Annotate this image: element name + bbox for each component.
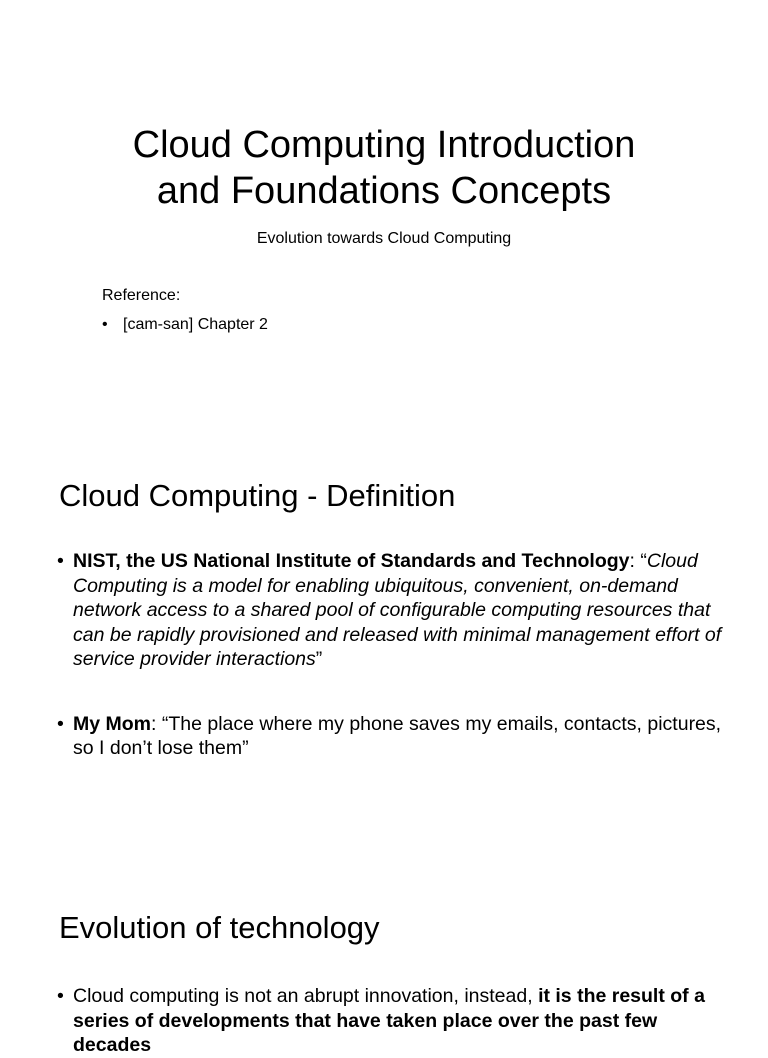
presentation-title [0,122,768,214]
slide-definition [0,432,768,864]
nist-quote-close: ” [315,648,323,670]
nist-label: NIST, the US National Institute of Standards and Technology [73,550,630,572]
reference-list [102,316,268,334]
title-line-2: and Foundations Concepts [156,170,612,212]
bullet-mom [57,712,737,761]
slide-heading: Cloud Computing - Definition [59,478,456,513]
presentation-subtitle: Evolution towards Cloud Computing [256,230,512,247]
mom-quote: : “The place where my phone saves my emails, contacts, pictures, so I don’t lose them” [73,712,722,759]
slide-heading: Evolution of technology [59,910,380,945]
reference-item: • [cam-san] Chapter 2 [102,316,268,334]
bullet-evolution [57,984,737,1058]
slide-title [0,0,768,432]
evolution-bold: it is the result of a series of developments that have taken place over the past few decades [73,985,705,1056]
mom-label: My Mom [73,712,151,735]
slide-evolution [0,864,768,1056]
definition-list [57,549,737,761]
title-line-1: Cloud Computing Introduction [132,124,636,166]
bullet-nist [57,549,737,672]
evolution-text: Cloud computing is not an abrupt innovation, instead, [73,985,539,1007]
nist-quote: Cloud Computing is a model for enabling ubiquitous, convenient, on-demand network access to a shared pool of configurable computing resources that can be rapidly provisioned and released with minimal management effort of service provider interactions [73,550,722,670]
evolution-list [57,984,737,1058]
nist-quote-open: : “ [629,550,647,572]
reference-label: Reference: [102,287,181,304]
